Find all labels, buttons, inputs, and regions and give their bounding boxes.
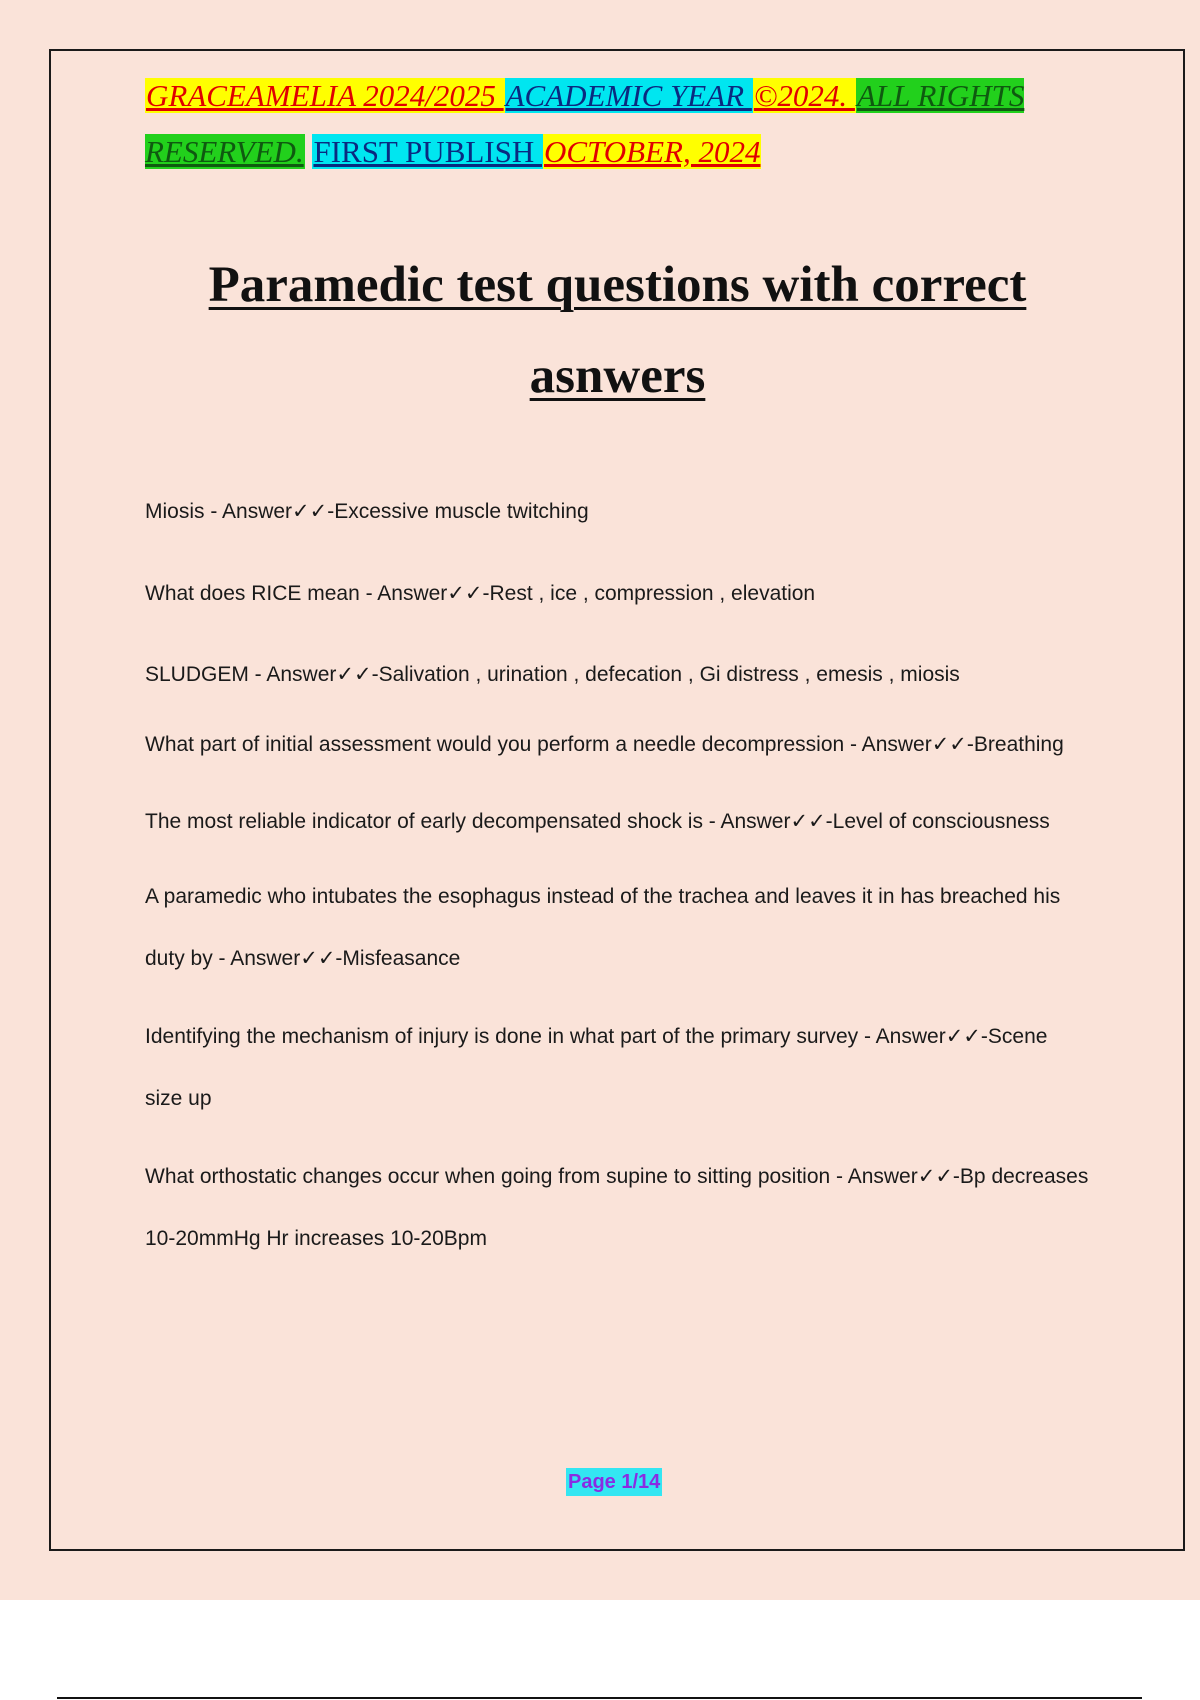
- qa-item: What orthostatic changes occur when going from supine to sitting position - Answer✓✓-Bp decreases 10-20mmHg Hr increases 10-20Bpm: [145, 1165, 1089, 1250]
- next-page-rule: [57, 1697, 1142, 1699]
- page-number-label: Page 1/14: [566, 1468, 662, 1496]
- qa-item: What does RICE mean - Answer✓✓-Rest , ice , compression , elevation: [145, 582, 816, 605]
- qa-item: Miosis - Answer✓✓-Excessive muscle twitching: [145, 500, 589, 523]
- copyright-header: [145, 68, 1075, 180]
- qa-item: Identifying the mechanism of injury is done in what part of the primary survey - Answer✓✓-Scene size up: [145, 1025, 1048, 1110]
- qa-item: The most reliable indicator of early decompensated shock is - Answer✓✓-Level of consciousness: [145, 810, 1050, 833]
- header-copyright: ©2024.: [753, 78, 855, 113]
- qa-list: [145, 495, 1090, 1270]
- header-academic-year: ACADEMIC YEAR: [505, 78, 752, 113]
- qa-item: What part of initial assessment would you perform a needle decompression - Answer✓✓-Breathing: [145, 733, 1064, 756]
- qa-item: SLUDGEM - Answer✓✓-Salivation , urination , defecation , Gi distress , emesis , miosis: [145, 663, 960, 686]
- qa-item: A paramedic who intubates the esophagus instead of the trachea and leaves it in has breached his duty by - Answer✓✓-Misfeasance: [145, 885, 1061, 970]
- header-owner-year: GRACEAMELIA 2024/2025: [146, 78, 504, 113]
- document-title: Paramedic test questions with correct asnwers: [208, 257, 1027, 404]
- header-first-publish: FIRST PUBLISH: [313, 134, 543, 169]
- header-publish-date: OCTOBER, 2024: [544, 134, 761, 169]
- header-rights-reserved: ALL RIGHTS RESERVED.: [145, 78, 1025, 169]
